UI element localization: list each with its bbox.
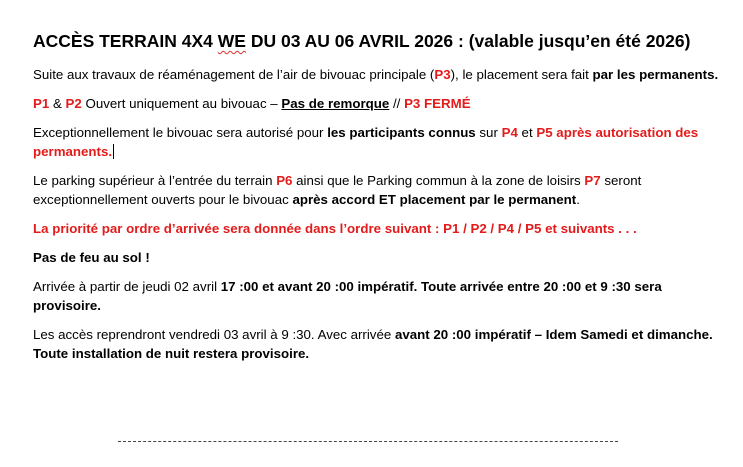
document-title bbox=[33, 30, 721, 52]
no-trailer-text: Pas de remorque bbox=[281, 96, 390, 111]
arrival-text: Arrivée à partir de jeudi 02 avril bbox=[33, 279, 221, 294]
separator-text: // bbox=[389, 96, 405, 111]
p7-label: P7 bbox=[584, 173, 601, 188]
title-part2: DU 03 AU 06 AVRIL 2026 : (valable jusqu’en été 2026) bbox=[245, 31, 691, 51]
p1-label: P1 bbox=[33, 96, 50, 111]
paragraph-p1-p2 bbox=[33, 94, 721, 113]
text-cursor bbox=[113, 144, 114, 159]
title-part1: ACCÈS TERRAIN 4X4 bbox=[33, 31, 218, 51]
paragraph-resume bbox=[33, 325, 721, 363]
parking-text: Le parking supérieur à l’entrée du terrain bbox=[33, 173, 277, 188]
p6-label: P6 bbox=[276, 173, 293, 188]
paragraph-exception bbox=[33, 123, 721, 161]
resume-bold: avant 20 :00 impératif – Idem Samedi et dimanche. Toute installation de nuit restera provisoire. bbox=[33, 327, 713, 361]
known-participants-text: les participants connus bbox=[327, 125, 476, 140]
dashed-divider bbox=[118, 441, 618, 442]
exception-text: Exceptionnellement le bivouac sera autorisé pour bbox=[33, 125, 328, 140]
parking-bold: après accord ET placement par le permanent bbox=[292, 192, 577, 207]
paragraph-no-fire: Pas de feu au sol ! bbox=[33, 250, 150, 265]
p2-label: P2 bbox=[65, 96, 82, 111]
parking-text-2: ainsi que le Parking commun à la zone de loisirs bbox=[292, 173, 585, 188]
p3-closed-text: P3 FERMÉ bbox=[404, 96, 471, 111]
resume-text: Les accès reprendront vendredi 03 avril à 9 :30. Avec arrivée bbox=[33, 327, 395, 342]
intro-text: Suite aux travaux de réaménagement de l’air de bivouac principale ( bbox=[33, 67, 435, 82]
p5-authorization-text: P5 après autorisation des permanents. bbox=[33, 125, 699, 159]
paragraph-parking bbox=[33, 171, 721, 209]
paragraph-intro bbox=[33, 65, 721, 84]
title-we-spellcheck: WE bbox=[217, 31, 246, 51]
parking-period: . bbox=[576, 192, 580, 207]
arrival-bold: 17 :00 et avant 20 :00 impératif. Toute arrivée entre 20 :00 et 9 :30 sera provisoire. bbox=[33, 279, 662, 313]
paragraph-arrival bbox=[33, 277, 721, 315]
intro-text-2: ), le placement sera fait bbox=[450, 67, 593, 82]
intro-p3: P3 bbox=[434, 67, 451, 82]
exception-text-2: sur bbox=[475, 125, 502, 140]
p4-label: P4 bbox=[501, 125, 518, 140]
amp-text: & bbox=[49, 96, 66, 111]
p1-p2-text: Ouvert uniquement au bivouac – bbox=[81, 96, 282, 111]
exception-text-3: et bbox=[517, 125, 537, 140]
paragraph-priority: La priorité par ordre d’arrivée sera donnée dans l’ordre suivant : P1 / P2 / P4 / P5 et suivants . . . bbox=[33, 221, 637, 236]
intro-bold: par les permanents. bbox=[592, 67, 719, 82]
parking-text-3: seront exceptionnellement ouverts pour le bivouac bbox=[33, 173, 642, 207]
